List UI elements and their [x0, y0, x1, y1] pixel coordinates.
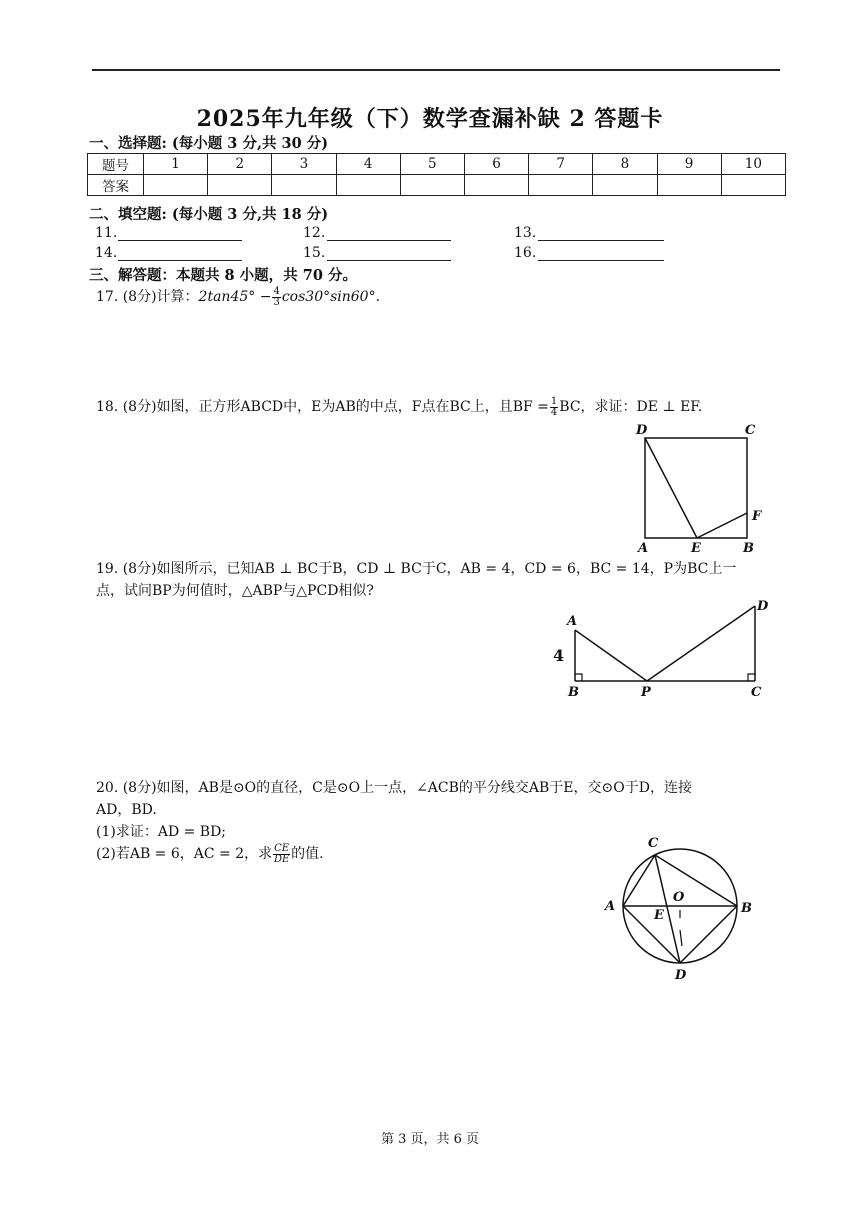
- section1-heading: 一、选择题: (每小题 3 分,共 30 分): [89, 135, 329, 152]
- q18-label-f: F: [752, 509, 762, 524]
- blank-line-14[interactable]: [118, 260, 242, 261]
- q20-circle-figure: [598, 826, 773, 986]
- grid-number: 8: [593, 154, 657, 175]
- blank-label-14: 14.: [95, 245, 118, 261]
- question-18: [96, 396, 702, 418]
- q20-frac-den: DE: [273, 853, 290, 865]
- answer-cell-8[interactable]: [593, 175, 657, 196]
- answer-cell-1[interactable]: [144, 175, 208, 196]
- answer-cell-3[interactable]: [272, 175, 336, 196]
- segment-de: [645, 438, 697, 538]
- q20-label-o: O: [673, 890, 685, 905]
- grid-number: 5: [400, 154, 464, 175]
- q19-label-b: B: [568, 685, 579, 700]
- q20-fraction: [273, 844, 290, 865]
- segment-ap: [575, 630, 647, 681]
- grid-answer-row: [88, 175, 786, 196]
- question-20-line1: 20. (8分)如图，AB是⊙O的直径，C是⊙O上一点，∠ACB的平分线交AB于E，交⊙O于D，连接: [96, 780, 692, 796]
- section3-heading: 三、解答题：本题共 8 小题，共 70 分。: [89, 267, 357, 284]
- grid-number-row: [88, 154, 786, 175]
- blank-line-15[interactable]: [327, 260, 451, 261]
- q19-ab-length: 4: [553, 646, 565, 665]
- q17-expr-b: cos30°sin60°.: [281, 289, 381, 305]
- q17-frac-den: 3: [273, 296, 280, 308]
- q20-label-e: E: [654, 908, 664, 923]
- chord-ad: [623, 906, 680, 963]
- q20-part2-a: (2)若AB = 6，AC = 2，求: [96, 846, 273, 862]
- q18-label-a: A: [638, 541, 649, 556]
- question-20-part1: (1)求证：AD = BD;: [96, 824, 227, 840]
- q18-label-c: C: [745, 423, 756, 438]
- q17-expr-a: 2tan45° −: [198, 289, 272, 305]
- grid-number: 7: [529, 154, 593, 175]
- answer-cell-2[interactable]: [208, 175, 272, 196]
- answer-cell-9[interactable]: [657, 175, 721, 196]
- answer-cell-7[interactable]: [529, 175, 593, 196]
- answer-grid: [87, 153, 786, 196]
- question-19-line2: 点，试问BP为何值时，△ABP与△PCD相似?: [96, 583, 374, 599]
- q17-prefix: 17. (8分)计算：: [96, 289, 199, 305]
- blank-label-15: 15.: [303, 245, 326, 261]
- q18-suffix: BC，求证：DE ⊥ EF.: [559, 399, 703, 415]
- q20-label-d: D: [675, 968, 687, 983]
- q17-fraction: [272, 287, 280, 308]
- sketch-mark: [680, 930, 682, 946]
- grid-number: 1: [144, 154, 208, 175]
- grid-row-label-answer: 答案: [88, 175, 144, 196]
- q20-label-a: A: [605, 899, 616, 914]
- blank-label-13: 13.: [514, 225, 537, 241]
- grid-number: 9: [657, 154, 721, 175]
- section2-heading: 二、填空题: (每小题 3 分,共 18 分): [89, 206, 329, 223]
- q18-frac-num: 1: [550, 395, 558, 407]
- answer-cell-4[interactable]: [336, 175, 400, 196]
- blank-label-16: 16.: [514, 245, 537, 261]
- page-footer: 第 3 页，共 6 页: [380, 1132, 480, 1147]
- answer-cell-5[interactable]: [400, 175, 464, 196]
- segment-ef: [697, 513, 747, 538]
- grid-row-label-number: 题号: [88, 154, 144, 175]
- q18-fraction: [550, 397, 558, 418]
- question-20-line2: AD，BD.: [96, 802, 157, 818]
- q19-label-p: P: [641, 685, 651, 700]
- question-19-line1: 19. (8分)如图所示，已知AB ⊥ BC于B，CD ⊥ BC于C，AB = 4，CD = 6，BC = 14，P为BC上一: [96, 561, 737, 577]
- q18-square-figure: [625, 418, 775, 560]
- right-angle-mark-c: [748, 674, 755, 681]
- blank-label-11: 11.: [95, 225, 118, 241]
- grid-number: 2: [208, 154, 272, 175]
- chord-ca: [623, 855, 655, 906]
- question-20-part2: [96, 843, 324, 865]
- chord-bd: [680, 906, 737, 963]
- blank-line-12[interactable]: [327, 240, 451, 241]
- q19-similar-triangles-figure: [545, 594, 780, 704]
- q18-label-d: D: [636, 423, 648, 438]
- top-rule: [92, 69, 780, 71]
- q19-label-d: D: [757, 599, 769, 614]
- q18-frac-den: 4: [550, 406, 558, 418]
- grid-number: 3: [272, 154, 336, 175]
- q18-label-e: E: [691, 541, 701, 556]
- segment-pd: [647, 606, 755, 681]
- q20-label-c: C: [648, 836, 659, 851]
- q17-frac-num: 4: [273, 285, 280, 297]
- q20-label-b: B: [741, 901, 752, 916]
- right-angle-mark-b: [575, 674, 582, 681]
- answer-cell-10[interactable]: [721, 175, 785, 196]
- square-abcd: [645, 438, 747, 538]
- q20-frac-num: CE: [274, 842, 290, 854]
- q19-label-a: A: [567, 614, 578, 629]
- q18-label-b: B: [743, 541, 754, 556]
- page-title: 2025年九年级（下）数学查漏补缺 2 答题卡: [196, 106, 664, 132]
- chord-cb: [655, 855, 737, 906]
- grid-number: 10: [721, 154, 785, 175]
- q20-part2-b: 的值.: [291, 846, 324, 862]
- grid-number: 6: [464, 154, 528, 175]
- question-17: [96, 286, 380, 308]
- blank-line-11[interactable]: [118, 240, 242, 241]
- blank-line-16[interactable]: [538, 260, 664, 261]
- q18-prefix: 18. (8分)如图，正方形ABCD中，E为AB的中点，F点在BC上，且BF =: [96, 399, 549, 415]
- blank-label-12: 12.: [303, 225, 326, 241]
- q19-label-c: C: [751, 685, 762, 700]
- blank-line-13[interactable]: [538, 240, 664, 241]
- grid-number: 4: [336, 154, 400, 175]
- answer-cell-6[interactable]: [464, 175, 528, 196]
